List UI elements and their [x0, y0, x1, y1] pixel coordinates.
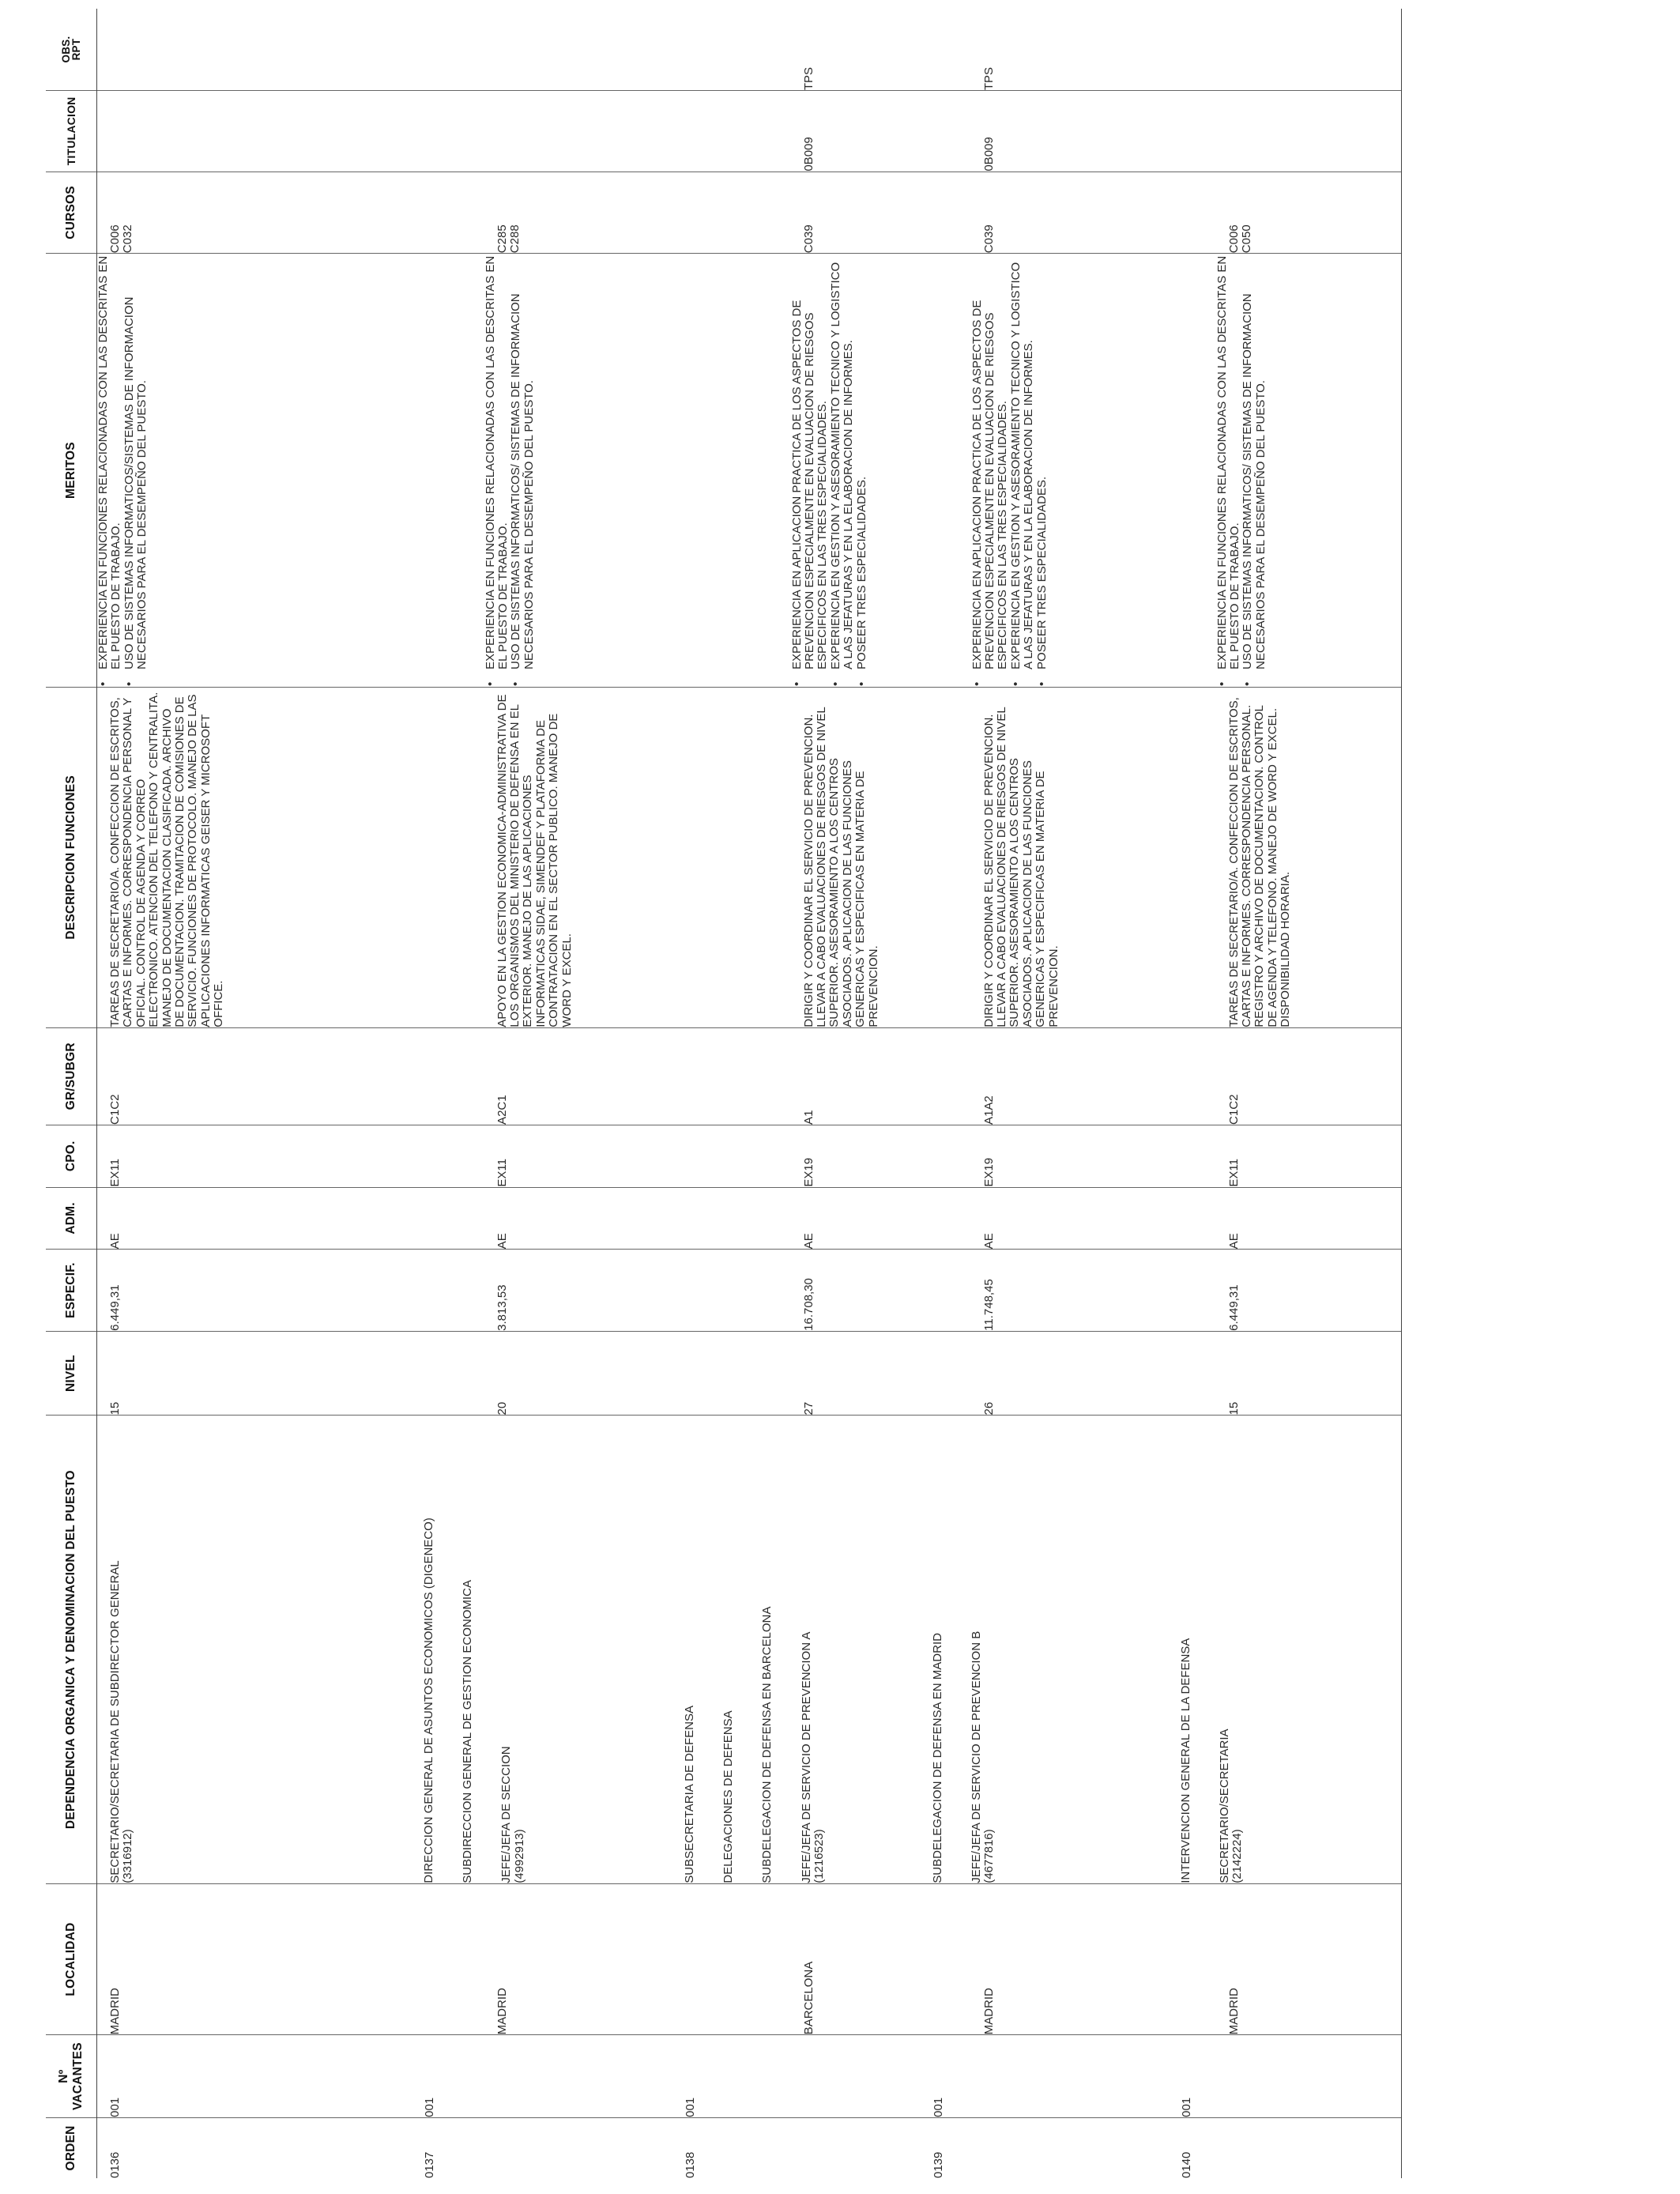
cursos-cell — [921, 172, 1169, 254]
especif-cell — [1169, 1250, 1402, 1332]
dependencia-cell — [672, 1416, 921, 1883]
titulacion-cell — [672, 91, 921, 172]
meritos-list — [791, 254, 868, 687]
vacantes-cell — [97, 2035, 412, 2118]
cursos-spacer — [412, 172, 496, 254]
vacantes: 001 — [1179, 2097, 1193, 2117]
orden: 0137 — [422, 2151, 436, 2178]
table-row — [97, 9, 412, 2178]
puesto-name: SECRETARIO/SECRETARIA DE SUBDIRECTOR GENERAL — [108, 1560, 122, 1883]
vacantes: 001 — [683, 2097, 697, 2117]
cpo-spacer — [412, 1125, 484, 1187]
especif-cell — [97, 1250, 412, 1332]
header-nivel: NIVEL — [46, 1331, 97, 1416]
grsubgr-cell — [1169, 1027, 1402, 1125]
funciones-text: DIRIGIR Y COORDINAR EL SERVICIO DE PREVENCION. LLEVAR A CABO EVALUACIONES DE RIESGOS DE NIVEL SUPERIOR. ASESORAMIENTO A LOS CENTROS ASOCIADOS. APLICACION DE LAS FUNCIONES GENERICAS Y ESPECIFICAS EN MATERIA DE PREVENCION. — [801, 707, 880, 1027]
meritos-spacer — [921, 254, 971, 687]
merito-item: • EXPERIENCIA EN GESTION Y ASESORAMIENTO TECNICO Y LOGISTICO A LAS JEFATURAS Y EN LA ELABORACION DE INFORMES. — [1010, 254, 1036, 669]
meritos-list — [97, 254, 149, 687]
puesto-code: (1216523) — [812, 1829, 827, 1883]
cpo-spacer — [672, 1125, 791, 1187]
funciones-cell — [1169, 687, 1402, 1027]
nivel: 27 — [801, 1401, 816, 1416]
meritos-cell — [1169, 254, 1402, 688]
grsubgr: C1C2 — [108, 1094, 122, 1125]
vacantes-cell — [672, 2035, 921, 2118]
org-unit-heading: DELEGACIONES DE DEFENSA — [721, 1710, 735, 1883]
meritos-cell — [921, 254, 1169, 688]
merito-item: • USO DE SISTEMAS INFORMATICOS/SISTEMAS DE INFORMACION NECESARIOS PARA EL DESEMPEÑO DEL PUESTO. — [123, 254, 149, 669]
orden: 0140 — [1179, 2151, 1193, 2178]
especif-spacer — [921, 1250, 971, 1331]
grsubgr-spacer — [921, 1028, 971, 1125]
header-cursos: CURSOS — [46, 172, 97, 254]
puesto-code: (4677816) — [982, 1829, 996, 1883]
funciones-cell — [412, 687, 672, 1027]
nivel-cell — [921, 1331, 1169, 1416]
grsubgr: A2C1 — [495, 1095, 509, 1125]
curso-code: C006 — [1226, 224, 1241, 254]
nivel: 15 — [1226, 1401, 1241, 1416]
funciones-cell — [97, 687, 412, 1027]
adm-spacer — [412, 1188, 484, 1250]
nivel-spacer — [1169, 1332, 1216, 1416]
merito-item: • EXPERIENCIA EN FUNCIONES RELACIONADAS CON LAS DESCRITAS EN EL PUESTO DE TRABAJO. — [1216, 254, 1242, 669]
titulacion-spacer — [1169, 91, 1216, 172]
obs-spacer — [672, 9, 791, 90]
localidad: MADRID — [108, 1988, 122, 2035]
cpo: EX11 — [1226, 1159, 1241, 1187]
cursos-spacer — [97, 172, 109, 254]
table-row — [1169, 9, 1402, 2178]
merito-item: • POSEER TRES ESPECIALIDADES. — [856, 254, 868, 669]
titulacion-cell — [1169, 91, 1402, 172]
adm-cell — [921, 1187, 1169, 1250]
funciones-cell — [921, 687, 1169, 1027]
grsubgr-spacer — [1169, 1028, 1216, 1125]
especif-cell — [672, 1250, 921, 1332]
meritos-spacer — [672, 254, 791, 687]
vacantes: 001 — [931, 2097, 945, 2117]
header-cpo: CPO. — [46, 1125, 97, 1187]
vacantes: 001 — [108, 2097, 122, 2117]
funciones-text: DIRIGIR Y COORDINAR EL SERVICIO DE PREVENCION. LLEVAR A CABO EVALUACIONES DE RIESGOS DE NIVEL SUPERIOR. ASESORAMIENTO A LOS CENTROS ASOCIADOS. APLICACION DE LAS FUNCIONES GENERICAS Y ESPECIFICAS EN MATERIA DE PREVENCION. — [981, 707, 1060, 1027]
header-dependencia: DEPENDENCIA ORGANICA Y DENOMINACION DEL PUESTO — [46, 1416, 97, 1883]
obs-cell — [97, 9, 412, 91]
funciones-text: TAREAS DE SECRETARIO/A. CONFECCION DE ESCRITOS, CARTAS E INFORMES. CORRESPONDENCIA PERSONAL Y OFICIAL. CONTROL DE AGENDA Y CORREO ELECTRONICO. ATENCION DEL TELEFONO Y CENTRALITA. MANEJO DE DOCUMENTACION CLASIFICADA. ARCHIVO DE DOCUMENTACION. TRAMITACION DE COMISIONES DE SERVICIO. FUNCIONES DE PROTOCOLO. MANEJO DE LAS APLICACIONES INFORMATICAS GEISER Y MICROSOFT OFFICE. — [108, 692, 226, 1027]
localidad: MADRID — [495, 1988, 509, 2035]
meritos-spacer — [1169, 254, 1216, 687]
cursos-cell — [1169, 172, 1402, 254]
grsubgr-cell — [412, 1027, 672, 1125]
header-titulacion: TITULACION — [46, 91, 97, 172]
titulacion — [484, 91, 496, 172]
header-obs: OBS. — [60, 36, 72, 63]
header-orden: ORDEN — [46, 2117, 97, 2178]
funciones-spacer — [672, 688, 791, 1027]
obs-cell — [672, 9, 921, 91]
orden-cell — [97, 2117, 412, 2178]
org-unit-heading: SUBDELEGACION DE DEFENSA EN BARCELONA — [760, 1606, 774, 1883]
cpo-cell — [412, 1125, 672, 1187]
titulacion: 0B009 — [981, 137, 996, 172]
orden: 0138 — [683, 2151, 697, 2178]
localidad-cell — [921, 1883, 1169, 2035]
cpo: EX19 — [981, 1157, 996, 1187]
funciones-text: APOYO EN LA GESTION ECONOMICA-ADMINISTRATIVA DE LOS ORGANISMOS DEL MINISTERIO DE DEFENSA EN EL EXTERIOR. MANEJO DE LAS APLICACIONES INFORMATICAS SIDAE, SIMENDEF Y PLATAFORMA DE CONTRATACION EN EL SECTOR PUBLICO. MANEJO DE WORD Y EXCEL. — [495, 694, 574, 1027]
localidad-spacer — [672, 1884, 791, 2035]
obs — [97, 9, 109, 90]
nivel-spacer — [672, 1332, 791, 1416]
header-adm: ADM. — [46, 1187, 97, 1250]
adm-spacer — [672, 1188, 791, 1250]
header-localidad: LOCALIDAD — [46, 1883, 97, 2035]
org-unit-heading: SUBDIRECCION GENERAL DE GESTION ECONOMICA — [460, 1580, 474, 1883]
puesto-code: (2142224) — [1230, 1829, 1245, 1883]
puesto-code: (4992913) — [512, 1829, 526, 1883]
merito-item: • EXPERIENCIA EN FUNCIONES RELACIONADAS CON LAS DESCRITAS EN EL PUESTO DE TRABAJO. — [484, 254, 510, 669]
puesto-code: (3316912) — [121, 1829, 135, 1883]
header-meritos: MERITOS — [46, 254, 97, 688]
adm-spacer — [921, 1188, 971, 1250]
titulacion-cell — [412, 91, 672, 172]
adm-spacer — [1169, 1188, 1216, 1250]
header-vacantes: Nº VACANTES — [46, 2035, 97, 2118]
grsubgr: A1A2 — [981, 1095, 996, 1125]
grsubgr-cell — [672, 1027, 921, 1125]
especif: 16.708,30 — [801, 1278, 816, 1331]
merito-item: • EXPERIENCIA EN APLICACION PRACTICA DE LOS ASPECTOS DE PREVENCION ESPECIALMENTE EN EVALUACION DE RIESGOS ESPECIFICOS EN LAS TRES ESPECIALIDADES. — [791, 254, 830, 669]
obs-cell — [412, 9, 672, 91]
nivel: 20 — [495, 1401, 509, 1416]
vacancies-table — [46, 9, 1402, 2178]
titulacion-spacer — [672, 91, 791, 172]
localidad-cell — [672, 1883, 921, 2035]
especif-cell — [921, 1250, 1169, 1332]
localidad: MADRID — [1226, 1988, 1241, 2035]
nivel-cell — [97, 1331, 412, 1416]
table-header-row — [46, 9, 97, 2178]
orden: 0136 — [108, 2151, 122, 2178]
meritos-spacer — [412, 254, 484, 687]
nivel-spacer — [921, 1332, 971, 1416]
dependencia-cell — [921, 1416, 1169, 1883]
grsubgr-cell — [921, 1027, 1169, 1125]
funciones-spacer — [412, 688, 484, 1027]
curso-code: C039 — [981, 224, 996, 254]
merito-item: • EXPERIENCIA EN APLICACION PRACTICA DE LOS ASPECTOS DE PREVENCION ESPECIALMENTE EN EVALUACION DE RIESGOS ESPECIFICOS EN LAS TRES ESPECIALIDADES. — [971, 254, 1010, 669]
meritos-cell — [672, 254, 921, 688]
obs — [1216, 9, 1228, 90]
nivel-cell — [672, 1331, 921, 1416]
localidad: MADRID — [981, 1988, 996, 2035]
curso-code: C285 — [495, 224, 509, 254]
grsubgr-spacer — [412, 1028, 484, 1125]
grsubgr-cell — [97, 1027, 412, 1125]
header-rpt: RPT — [70, 38, 82, 61]
funciones-spacer — [921, 688, 971, 1027]
org-unit-heading: INTERVENCION GENERAL DE LA DEFENSA — [1178, 1638, 1192, 1883]
adm: AE — [1226, 1233, 1241, 1250]
titulacion — [97, 91, 109, 172]
localidad: BARCELONA — [801, 1961, 816, 2035]
org-unit-headers — [672, 1416, 774, 1883]
puesto-name: SECRETARIO/SECRETARIA — [1217, 1728, 1231, 1883]
merito-item: • EXPERIENCIA EN GESTION Y ASESORAMIENTO TECNICO Y LOGISTICO A LAS JEFATURAS Y EN LA ELABORACION DE INFORMES. — [830, 254, 856, 669]
vacantes-cell — [921, 2035, 1169, 2118]
dependencia-cell — [1169, 1416, 1402, 1883]
funciones-spacer — [1169, 688, 1216, 1027]
table-row — [672, 9, 921, 2178]
cpo: EX11 — [495, 1159, 509, 1187]
vacantes: 001 — [422, 2097, 436, 2117]
cpo-spacer — [921, 1125, 971, 1187]
org-unit-headers — [921, 1416, 944, 1883]
localidad-cell — [1169, 1883, 1402, 2035]
table-body — [97, 9, 1402, 2178]
localidad-spacer — [921, 1884, 971, 2035]
org-unit-heading: DIRECCION GENERAL DE ASUNTOS ECONOMICOS (DIGENECO) — [421, 1517, 435, 1883]
nivel-cell — [412, 1331, 672, 1416]
grsubgr: C1C2 — [1226, 1094, 1241, 1125]
cpo-cell — [1169, 1125, 1402, 1187]
orden-cell — [921, 2117, 1169, 2178]
merito-item: • USO DE SISTEMAS INFORMATICOS/ SISTEMAS DE INFORMACION NECESARIOS PARA EL DESEMPEÑO DEL PUESTO. — [1241, 254, 1268, 669]
localidad-spacer — [412, 1884, 484, 2035]
especif-spacer — [1169, 1250, 1216, 1331]
obs — [484, 9, 496, 90]
cursos-spacer — [1169, 172, 1228, 254]
adm-cell — [97, 1187, 412, 1250]
curso-code: C050 — [1239, 224, 1253, 254]
orden: 0139 — [931, 2151, 945, 2178]
cursos-spacer — [672, 172, 803, 254]
curso-code: C039 — [801, 224, 816, 254]
obs-spacer — [1169, 9, 1216, 90]
localidad-cell — [412, 1883, 672, 2035]
adm: AE — [108, 1233, 122, 1250]
adm-cell — [1169, 1187, 1402, 1250]
grsubgr-spacer — [672, 1028, 791, 1125]
obs-spacer — [412, 9, 484, 90]
obs: TPS — [801, 66, 816, 91]
especif: 6.449,31 — [1226, 1284, 1241, 1331]
cursos-spacer — [921, 172, 983, 254]
vacantes-cell — [412, 2035, 672, 2118]
header-obs-rpt — [46, 9, 97, 91]
obs-cell — [1169, 9, 1402, 91]
obs-spacer — [921, 9, 971, 90]
localidad-spacer — [1169, 1884, 1216, 2035]
cpo: EX19 — [801, 1157, 816, 1187]
especif-spacer — [412, 1250, 484, 1331]
cursos-cell — [672, 172, 921, 254]
org-unit-headers — [412, 1416, 475, 1883]
funciones-text: TAREAS DE SECRETARIO/A. CONFECCION DE ESCRITOS, CARTAS E INFORMES. CORRESPONDENCIA PERSONAL. REGISTRO Y ARCHIVO DE DOCUMENTACION. CONTROL DE AGENDA Y TELEFONO. MANEJO DE WORD Y EXCEL. DISPONIBILIDAD HORARIA. — [1226, 697, 1293, 1027]
especif-spacer — [672, 1250, 791, 1331]
especif: 6.449,31 — [108, 1284, 122, 1331]
puesto-name: JEFE/JEFA DE SECCION — [499, 1746, 514, 1883]
curso-code: C288 — [507, 224, 522, 254]
merito-item: • USO DE SISTEMAS INFORMATICOS/ SISTEMAS DE INFORMACION NECESARIOS PARA EL DESEMPEÑO DEL PUESTO. — [510, 254, 536, 669]
nivel: 26 — [981, 1401, 996, 1416]
nivel: 15 — [108, 1401, 122, 1416]
adm: AE — [981, 1233, 996, 1250]
titulacion-spacer — [921, 91, 971, 172]
meritos-list — [1216, 254, 1268, 687]
especif: 11.748,45 — [981, 1279, 996, 1331]
orden-cell — [1169, 2117, 1402, 2178]
dependencia-cell — [412, 1416, 672, 1883]
localidad-cell — [97, 1883, 412, 2035]
table-row — [412, 9, 672, 2178]
curso-code: C006 — [108, 224, 122, 254]
curso-code: C032 — [121, 224, 135, 254]
nivel-spacer — [412, 1332, 484, 1416]
meritos-cell — [412, 254, 672, 688]
adm-cell — [412, 1187, 672, 1250]
orden-cell — [672, 2117, 921, 2178]
table-row — [921, 9, 1169, 2178]
titulacion-cell — [97, 91, 412, 172]
merito-item: • POSEER TRES ESPECIALIDADES. — [1036, 254, 1049, 669]
org-unit-heading: SUBDELEGACION DE DEFENSA EN MADRID — [930, 1633, 944, 1883]
titulacion: 0B009 — [801, 137, 816, 172]
adm: AE — [495, 1233, 509, 1250]
header-funciones: DESCRIPCION FUNCIONES — [46, 687, 97, 1027]
cursos-cell — [97, 172, 412, 254]
meritos-list — [484, 254, 537, 687]
header-grsubgr: GR/SUBGR — [46, 1027, 97, 1125]
obs-cell — [921, 9, 1169, 91]
titulacion-spacer — [412, 91, 484, 172]
funciones-cell — [672, 687, 921, 1027]
puesto-name: JEFE/JEFA DE SERVICIO DE PREVENCION A — [799, 1631, 813, 1883]
org-unit-heading: SUBSECRETARIA DE DEFENSA — [682, 1705, 696, 1883]
cpo-cell — [921, 1125, 1169, 1187]
cursos-cell — [412, 172, 672, 254]
dependencia-cell — [97, 1416, 412, 1883]
cpo-cell — [97, 1125, 412, 1187]
adm: AE — [801, 1233, 816, 1250]
cpo-spacer — [1169, 1125, 1216, 1187]
cpo-cell — [672, 1125, 921, 1187]
obs: TPS — [981, 66, 996, 91]
meritos-cell — [97, 254, 412, 688]
org-unit-headers — [1169, 1416, 1192, 1883]
adm-cell — [672, 1187, 921, 1250]
titulacion — [1216, 91, 1228, 172]
especif: 3.813,53 — [495, 1284, 509, 1331]
meritos-list — [971, 254, 1049, 687]
titulacion-cell — [921, 91, 1169, 172]
grsubgr: A1 — [801, 1110, 816, 1125]
puesto-name: JEFE/JEFA DE SERVICIO DE PREVENCION B — [969, 1630, 983, 1883]
merito-item: • EXPERIENCIA EN FUNCIONES RELACIONADAS CON LAS DESCRITAS EN EL PUESTO DE TRABAJO. — [97, 254, 123, 669]
nivel-cell — [1169, 1331, 1402, 1416]
especif-cell — [412, 1250, 672, 1332]
cpo: EX11 — [108, 1159, 122, 1187]
vacantes-cell — [1169, 2035, 1402, 2118]
header-especif: ESPECIF. — [46, 1250, 97, 1332]
orden-cell — [412, 2117, 672, 2178]
